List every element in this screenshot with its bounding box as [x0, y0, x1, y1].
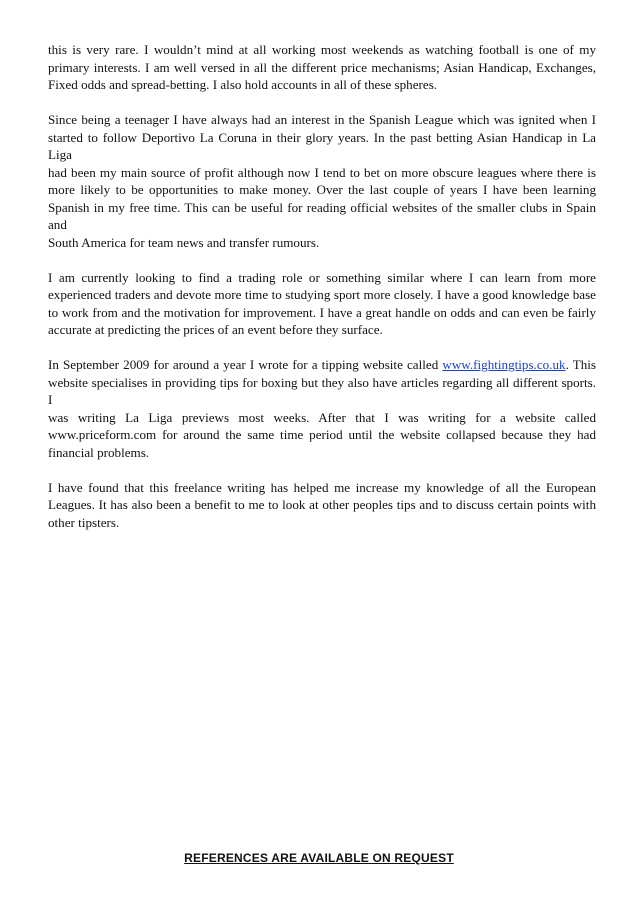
text-line: www.priceform.com for around the same time period until the website collapsed because they had	[48, 427, 596, 442]
text-line: had been my main source of profit although now I tend to bet on more obscure leagues where there is	[48, 164, 596, 180]
text-line: Leagues. It has also been a benefit to me to look at other peoples tips and to discuss certain points with	[48, 497, 596, 512]
text-line: started to follow Deportivo La Coruna in their glory years. In the past betting Asian Handicap in La Liga	[48, 129, 596, 162]
text-line: I am currently looking to find a trading role or something similar where I can learn from more	[48, 269, 596, 285]
text-line: Spanish in my free time. This can be useful for reading official websites of the smaller clubs in Spain and	[48, 199, 596, 232]
text-line: South America for team news and transfer rumours.	[48, 234, 320, 250]
paragraph-trading-role	[48, 269, 596, 339]
text-line: financial problems.	[48, 444, 150, 460]
text-segment: . This	[565, 357, 597, 372]
text-segment: In September 2009 for around a year I wrote for a tipping website called	[48, 357, 443, 372]
text-line: this is very rare. I wouldn’t mind at all working most weekends as watching football is one of my	[48, 42, 596, 57]
text-line: website specialises in providing tips for boxing but they also have articles regarding all different sports. I	[48, 374, 596, 407]
text-line-with-link	[48, 356, 596, 374]
references-footer: REFERENCES ARE AVAILABLE ON REQUEST	[184, 851, 454, 865]
text-line: primary interests. I am well versed in all the different price mechanisms; Asian Handicap, Exchanges,	[48, 59, 596, 75]
text-line: more likely to be opportunities to make money. Over the last couple of years I have been learning	[48, 182, 596, 197]
paragraph-interests	[48, 41, 596, 94]
text-line: to work from and the motivation for improvement. I have a great handle on odds and can even be fairly	[48, 304, 596, 320]
paragraph-freelance-writing	[48, 479, 596, 532]
text-line: experienced traders and devote more time to studying sport more closely. I have a good knowledge base	[48, 287, 596, 302]
paragraph-spanish-league	[48, 111, 596, 251]
cover-letter-body	[48, 41, 596, 549]
text-line: Fixed odds and spread-betting. I also hold accounts in all of these spheres.	[48, 77, 438, 92]
text-line: Since being a teenager I have always had an interest in the Spanish League which was ignited when I	[48, 112, 596, 127]
paragraph-writing-experience	[48, 356, 596, 461]
text-line: other tipsters.	[48, 514, 120, 530]
fightingtips-link[interactable]: www.fightingtips.co.uk	[442, 357, 566, 372]
text-line: was writing La Liga previews most weeks. After that I was writing for a website called	[48, 409, 596, 425]
text-line: I have found that this freelance writing has helped me increase my knowledge of all the European	[48, 479, 596, 495]
text-line: accurate at predicting the prices of an event before they surface.	[48, 322, 383, 337]
